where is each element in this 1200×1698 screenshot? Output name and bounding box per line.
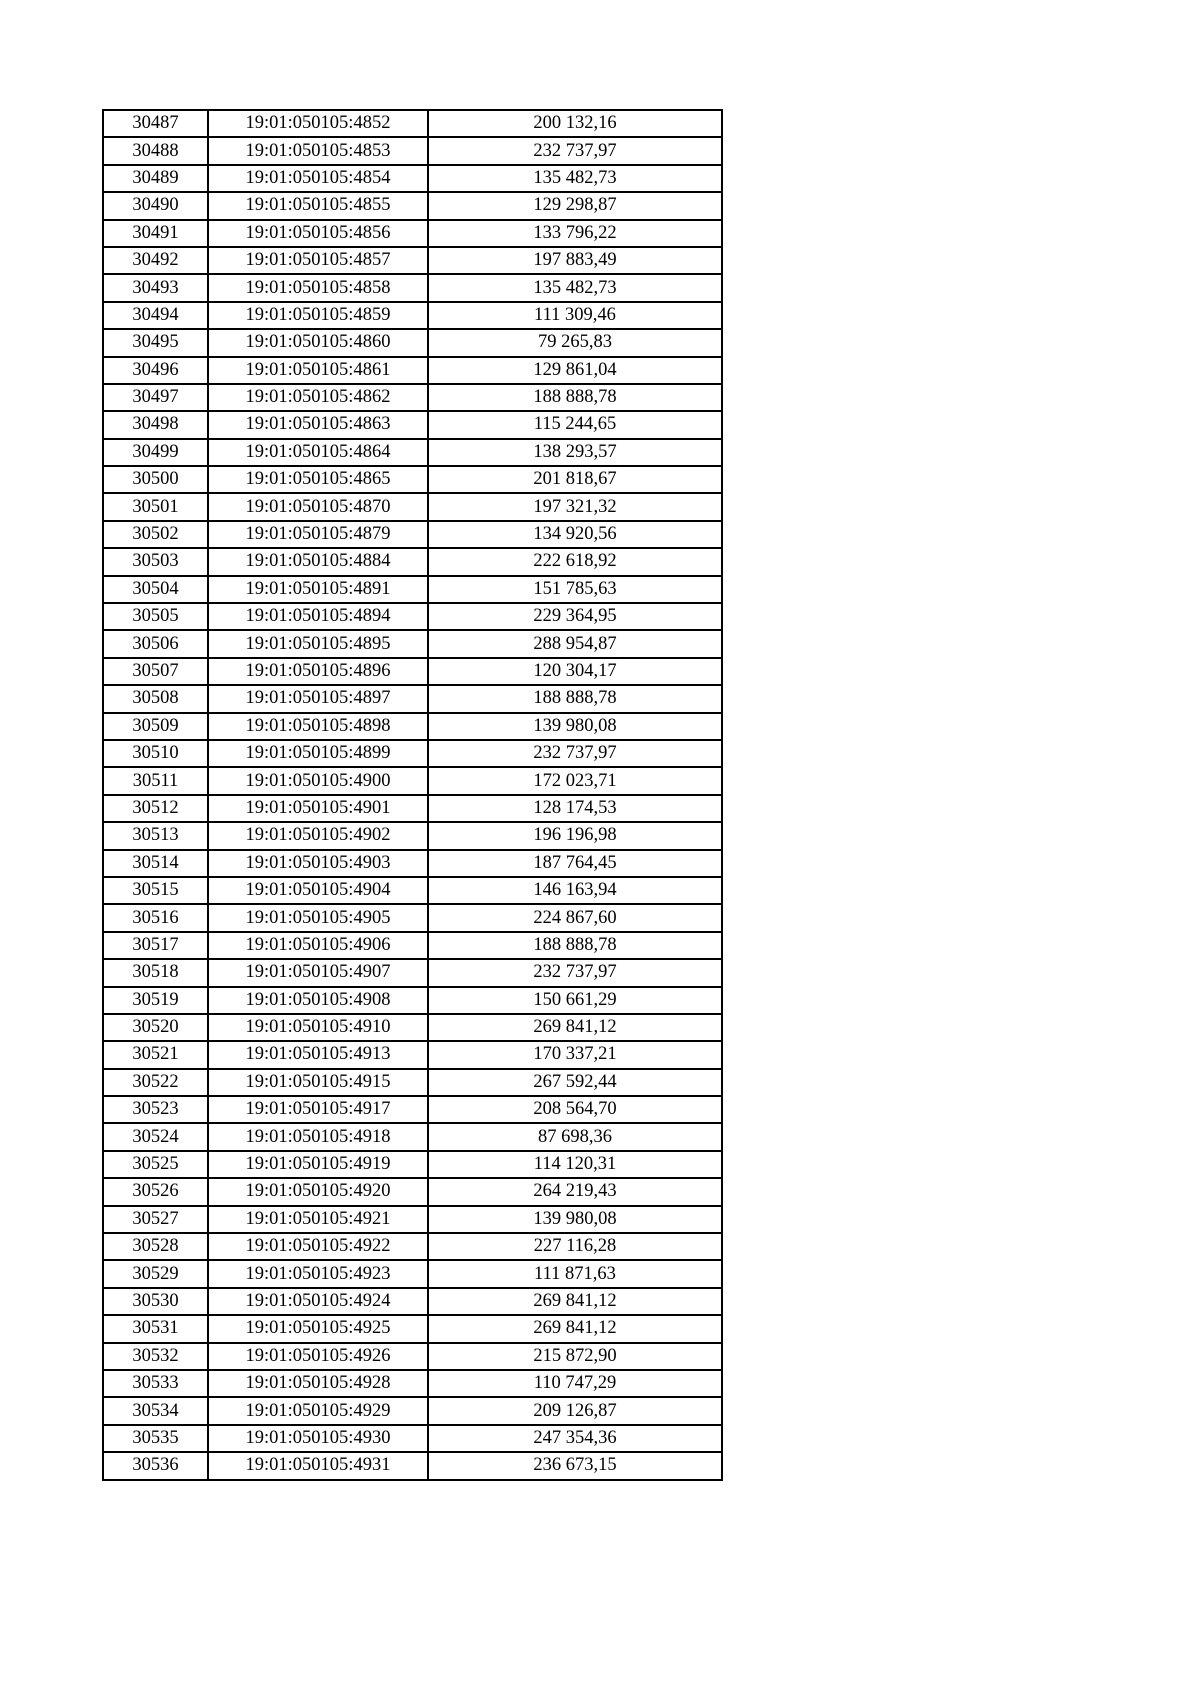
- row-number-cell: 30527: [103, 1206, 208, 1233]
- row-number-cell: 30504: [103, 576, 208, 603]
- value-cell: 188 888,78: [428, 384, 722, 411]
- value-cell: 269 841,12: [428, 1288, 722, 1315]
- table-row: [103, 548, 722, 575]
- table-row: [103, 987, 722, 1014]
- cadastral-number-cell: 19:01:050105:4922: [208, 1233, 428, 1260]
- value-cell: 146 163,94: [428, 877, 722, 904]
- table-row: [103, 384, 722, 411]
- table-row: [103, 795, 722, 822]
- value-cell: 232 737,97: [428, 740, 722, 767]
- value-cell: 129 298,87: [428, 192, 722, 219]
- cadastral-number-cell: 19:01:050105:4891: [208, 576, 428, 603]
- cadastral-number-cell: 19:01:050105:4915: [208, 1069, 428, 1096]
- row-number-cell: 30495: [103, 329, 208, 356]
- value-cell: 247 354,36: [428, 1425, 722, 1452]
- value-cell: 215 872,90: [428, 1343, 722, 1370]
- cadastral-number-cell: 19:01:050105:4896: [208, 658, 428, 685]
- value-cell: 134 920,56: [428, 521, 722, 548]
- row-number-cell: 30516: [103, 904, 208, 931]
- data-table: [102, 109, 723, 1481]
- row-number-cell: 30518: [103, 959, 208, 986]
- table-row: [103, 220, 722, 247]
- row-number-cell: 30513: [103, 822, 208, 849]
- value-cell: 197 321,32: [428, 493, 722, 520]
- value-cell: 197 883,49: [428, 247, 722, 274]
- table-row: [103, 1041, 722, 1068]
- row-number-cell: 30512: [103, 795, 208, 822]
- row-number-cell: 30511: [103, 767, 208, 794]
- value-cell: 196 196,98: [428, 822, 722, 849]
- cadastral-number-cell: 19:01:050105:4906: [208, 932, 428, 959]
- cadastral-number-cell: 19:01:050105:4862: [208, 384, 428, 411]
- table-row: [103, 521, 722, 548]
- cadastral-number-cell: 19:01:050105:4925: [208, 1315, 428, 1342]
- cadastral-number-cell: 19:01:050105:4865: [208, 466, 428, 493]
- table-row: [103, 302, 722, 329]
- value-cell: 232 737,97: [428, 137, 722, 164]
- value-cell: 229 364,95: [428, 603, 722, 630]
- table-body: [103, 110, 722, 1480]
- row-number-cell: 30496: [103, 357, 208, 384]
- row-number-cell: 30505: [103, 603, 208, 630]
- table-row: [103, 411, 722, 438]
- cadastral-number-cell: 19:01:050105:4897: [208, 685, 428, 712]
- table-row: [103, 1343, 722, 1370]
- table-row: [103, 1315, 722, 1342]
- row-number-cell: 30487: [103, 110, 208, 137]
- row-number-cell: 30530: [103, 1288, 208, 1315]
- table-row: [103, 1014, 722, 1041]
- cadastral-number-cell: 19:01:050105:4855: [208, 192, 428, 219]
- value-cell: 151 785,63: [428, 576, 722, 603]
- table-row: [103, 493, 722, 520]
- row-number-cell: 30494: [103, 302, 208, 329]
- value-cell: 87 698,36: [428, 1123, 722, 1150]
- row-number-cell: 30503: [103, 548, 208, 575]
- row-number-cell: 30515: [103, 877, 208, 904]
- table-row: [103, 713, 722, 740]
- table-row: [103, 685, 722, 712]
- row-number-cell: 30498: [103, 411, 208, 438]
- value-cell: 129 861,04: [428, 357, 722, 384]
- value-cell: 208 564,70: [428, 1096, 722, 1123]
- cadastral-number-cell: 19:01:050105:4921: [208, 1206, 428, 1233]
- cadastral-number-cell: 19:01:050105:4903: [208, 850, 428, 877]
- row-number-cell: 30508: [103, 685, 208, 712]
- value-cell: 201 818,67: [428, 466, 722, 493]
- cadastral-number-cell: 19:01:050105:4879: [208, 521, 428, 548]
- table-row: [103, 932, 722, 959]
- row-number-cell: 30533: [103, 1370, 208, 1397]
- table-row: [103, 658, 722, 685]
- row-number-cell: 30493: [103, 274, 208, 301]
- table-row: [103, 1069, 722, 1096]
- row-number-cell: 30489: [103, 165, 208, 192]
- cadastral-number-cell: 19:01:050105:4902: [208, 822, 428, 849]
- table-row: [103, 110, 722, 137]
- row-number-cell: 30490: [103, 192, 208, 219]
- row-number-cell: 30531: [103, 1315, 208, 1342]
- table-row: [103, 137, 722, 164]
- table-row: [103, 1151, 722, 1178]
- value-cell: 135 482,73: [428, 165, 722, 192]
- value-cell: 139 980,08: [428, 1206, 722, 1233]
- value-cell: 128 174,53: [428, 795, 722, 822]
- cadastral-number-cell: 19:01:050105:4904: [208, 877, 428, 904]
- cadastral-number-cell: 19:01:050105:4863: [208, 411, 428, 438]
- row-number-cell: 30499: [103, 439, 208, 466]
- row-number-cell: 30501: [103, 493, 208, 520]
- row-number-cell: 30500: [103, 466, 208, 493]
- value-cell: 188 888,78: [428, 932, 722, 959]
- cadastral-number-cell: 19:01:050105:4905: [208, 904, 428, 931]
- row-number-cell: 30517: [103, 932, 208, 959]
- row-number-cell: 30509: [103, 713, 208, 740]
- cadastral-number-cell: 19:01:050105:4928: [208, 1370, 428, 1397]
- table-row: [103, 1096, 722, 1123]
- value-cell: 288 954,87: [428, 630, 722, 657]
- cadastral-number-cell: 19:01:050105:4864: [208, 439, 428, 466]
- row-number-cell: 30529: [103, 1260, 208, 1287]
- cadastral-number-cell: 19:01:050105:4918: [208, 1123, 428, 1150]
- cadastral-number-cell: 19:01:050105:4917: [208, 1096, 428, 1123]
- cadastral-number-cell: 19:01:050105:4929: [208, 1397, 428, 1424]
- table-row: [103, 740, 722, 767]
- table-row: [103, 466, 722, 493]
- cadastral-number-cell: 19:01:050105:4930: [208, 1425, 428, 1452]
- table-row: [103, 192, 722, 219]
- table-row: [103, 1123, 722, 1150]
- value-cell: 115 244,65: [428, 411, 722, 438]
- cadastral-number-cell: 19:01:050105:4854: [208, 165, 428, 192]
- cadastral-number-cell: 19:01:050105:4920: [208, 1178, 428, 1205]
- cadastral-number-cell: 19:01:050105:4859: [208, 302, 428, 329]
- row-number-cell: 30536: [103, 1452, 208, 1479]
- cadastral-number-cell: 19:01:050105:4899: [208, 740, 428, 767]
- cadastral-number-cell: 19:01:050105:4926: [208, 1343, 428, 1370]
- table-row: [103, 1233, 722, 1260]
- table-row: [103, 904, 722, 931]
- row-number-cell: 30502: [103, 521, 208, 548]
- value-cell: 188 888,78: [428, 685, 722, 712]
- row-number-cell: 30535: [103, 1425, 208, 1452]
- value-cell: 111 871,63: [428, 1260, 722, 1287]
- value-cell: 111 309,46: [428, 302, 722, 329]
- row-number-cell: 30521: [103, 1041, 208, 1068]
- cadastral-number-cell: 19:01:050105:4900: [208, 767, 428, 794]
- table-row: [103, 165, 722, 192]
- value-cell: 138 293,57: [428, 439, 722, 466]
- cadastral-number-cell: 19:01:050105:4858: [208, 274, 428, 301]
- value-cell: 224 867,60: [428, 904, 722, 931]
- table-row: [103, 247, 722, 274]
- row-number-cell: 30506: [103, 630, 208, 657]
- value-cell: 114 120,31: [428, 1151, 722, 1178]
- row-number-cell: 30524: [103, 1123, 208, 1150]
- row-number-cell: 30507: [103, 658, 208, 685]
- cadastral-number-cell: 19:01:050105:4870: [208, 493, 428, 520]
- cadastral-number-cell: 19:01:050105:4919: [208, 1151, 428, 1178]
- table-row: [103, 1425, 722, 1452]
- cadastral-number-cell: 19:01:050105:4884: [208, 548, 428, 575]
- cadastral-number-cell: 19:01:050105:4895: [208, 630, 428, 657]
- cadastral-number-cell: 19:01:050105:4910: [208, 1014, 428, 1041]
- cadastral-number-cell: 19:01:050105:4861: [208, 357, 428, 384]
- table-row: [103, 877, 722, 904]
- table-row: [103, 357, 722, 384]
- cadastral-number-cell: 19:01:050105:4860: [208, 329, 428, 356]
- cadastral-number-cell: 19:01:050105:4898: [208, 713, 428, 740]
- table-row: [103, 822, 722, 849]
- row-number-cell: 30528: [103, 1233, 208, 1260]
- value-cell: 209 126,87: [428, 1397, 722, 1424]
- row-number-cell: 30525: [103, 1151, 208, 1178]
- row-number-cell: 30510: [103, 740, 208, 767]
- value-cell: 232 737,97: [428, 959, 722, 986]
- cadastral-number-cell: 19:01:050105:4913: [208, 1041, 428, 1068]
- row-number-cell: 30523: [103, 1096, 208, 1123]
- value-cell: 187 764,45: [428, 850, 722, 877]
- cadastral-number-cell: 19:01:050105:4907: [208, 959, 428, 986]
- value-cell: 133 796,22: [428, 220, 722, 247]
- table-row: [103, 1452, 722, 1479]
- table-row: [103, 1178, 722, 1205]
- value-cell: 139 980,08: [428, 713, 722, 740]
- row-number-cell: 30534: [103, 1397, 208, 1424]
- value-cell: 269 841,12: [428, 1014, 722, 1041]
- row-number-cell: 30519: [103, 987, 208, 1014]
- cadastral-number-cell: 19:01:050105:4924: [208, 1288, 428, 1315]
- table-row: [103, 329, 722, 356]
- row-number-cell: 30492: [103, 247, 208, 274]
- cadastral-number-cell: 19:01:050105:4857: [208, 247, 428, 274]
- table-row: [103, 1370, 722, 1397]
- table-row: [103, 850, 722, 877]
- cadastral-number-cell: 19:01:050105:4901: [208, 795, 428, 822]
- value-cell: 236 673,15: [428, 1452, 722, 1479]
- value-cell: 150 661,29: [428, 987, 722, 1014]
- value-cell: 120 304,17: [428, 658, 722, 685]
- table-row: [103, 767, 722, 794]
- value-cell: 269 841,12: [428, 1315, 722, 1342]
- cadastral-number-cell: 19:01:050105:4894: [208, 603, 428, 630]
- cadastral-number-cell: 19:01:050105:4853: [208, 137, 428, 164]
- cadastral-number-cell: 19:01:050105:4931: [208, 1452, 428, 1479]
- value-cell: 267 592,44: [428, 1069, 722, 1096]
- table-row: [103, 576, 722, 603]
- row-number-cell: 30532: [103, 1343, 208, 1370]
- value-cell: 200 132,16: [428, 110, 722, 137]
- table-row: [103, 1288, 722, 1315]
- table-row: [103, 439, 722, 466]
- value-cell: 222 618,92: [428, 548, 722, 575]
- table-row: [103, 959, 722, 986]
- row-number-cell: 30497: [103, 384, 208, 411]
- table-row: [103, 630, 722, 657]
- value-cell: 135 482,73: [428, 274, 722, 301]
- value-cell: 264 219,43: [428, 1178, 722, 1205]
- value-cell: 110 747,29: [428, 1370, 722, 1397]
- value-cell: 170 337,21: [428, 1041, 722, 1068]
- row-number-cell: 30526: [103, 1178, 208, 1205]
- value-cell: 227 116,28: [428, 1233, 722, 1260]
- value-cell: 172 023,71: [428, 767, 722, 794]
- cadastral-number-cell: 19:01:050105:4856: [208, 220, 428, 247]
- value-cell: 79 265,83: [428, 329, 722, 356]
- row-number-cell: 30514: [103, 850, 208, 877]
- cadastral-number-cell: 19:01:050105:4923: [208, 1260, 428, 1287]
- table-row: [103, 603, 722, 630]
- cadastral-number-cell: 19:01:050105:4852: [208, 110, 428, 137]
- cadastral-number-cell: 19:01:050105:4908: [208, 987, 428, 1014]
- table-row: [103, 1206, 722, 1233]
- row-number-cell: 30522: [103, 1069, 208, 1096]
- table-row: [103, 274, 722, 301]
- row-number-cell: 30491: [103, 220, 208, 247]
- table-row: [103, 1260, 722, 1287]
- row-number-cell: 30520: [103, 1014, 208, 1041]
- row-number-cell: 30488: [103, 137, 208, 164]
- table-row: [103, 1397, 722, 1424]
